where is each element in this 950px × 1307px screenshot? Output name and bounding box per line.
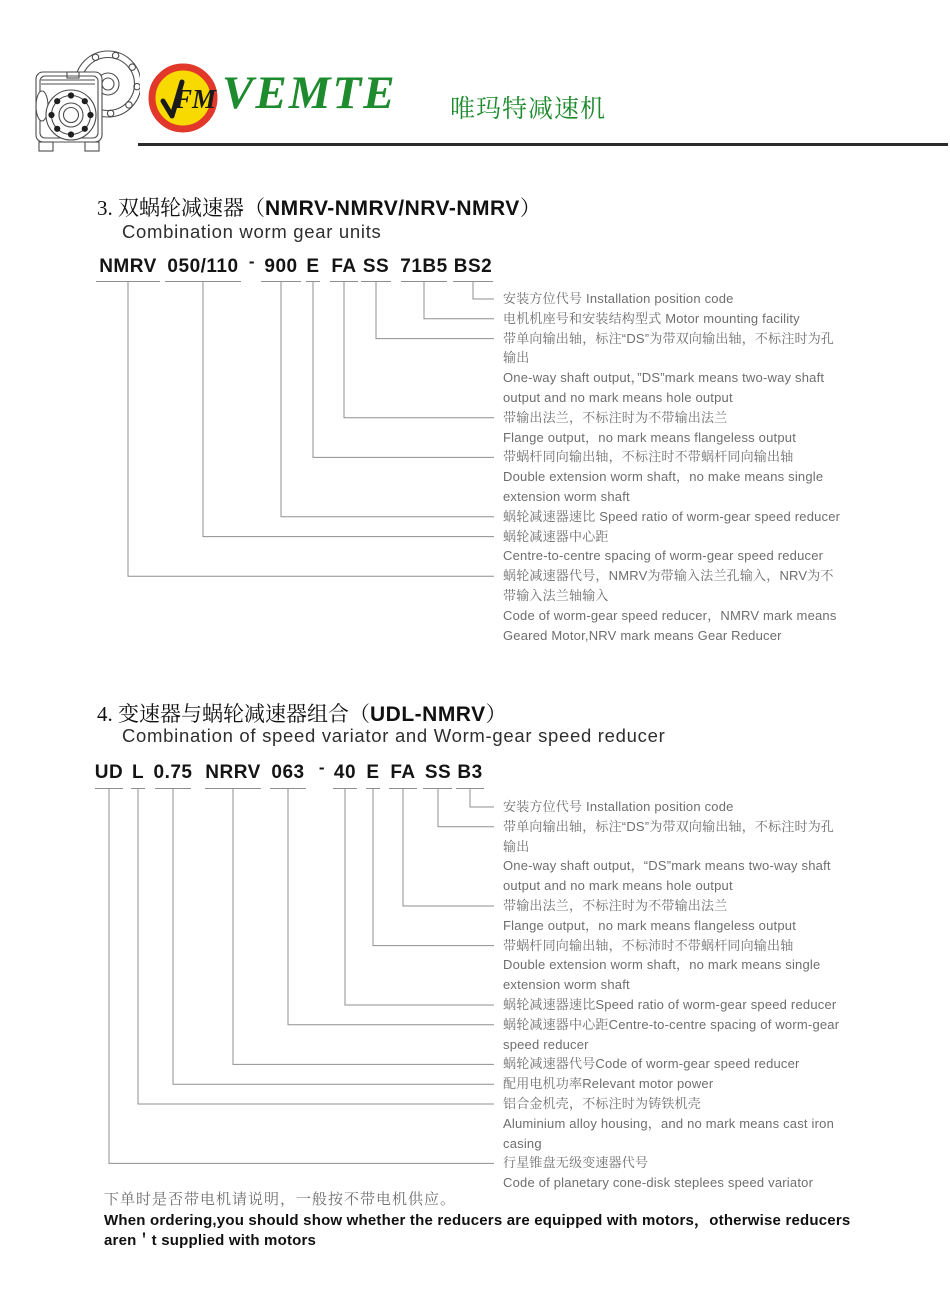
annotation-line: speed reducer [503,1036,589,1052]
annotation-line: Aluminium alloy housing，and no mark means cast iron [503,1115,835,1131]
code-segment-dash: - [248,252,256,271]
code-segment: NRRV [205,762,261,783]
annotation-line: 输出 [503,838,530,854]
code-segment: UD [94,762,124,783]
annotation-line: 带单向输出轴，标注“DS”为带双向输出轴，不标注时为孔 [503,818,835,834]
code-segment: FA [331,256,357,277]
code-segment: 71B5 [400,256,448,277]
annotation-line: Code of planetary cone-disk steplees speed variator [503,1175,814,1191]
annotation-line: 蜗轮减速器中心距 [503,528,609,544]
section4-leaders [109,789,494,1164]
brand-name-chinese: 唯玛特减速机 [450,95,607,123]
logo-monogram: FM [174,84,217,114]
annotation-line: 蜗轮减速器中心距Centre-to-centre spacing of worm-gear [503,1016,840,1032]
code-segment: BS2 [453,256,493,277]
code-segment: L [131,762,145,783]
annotation-line: 蜗轮减速器速比Speed ratio of worm-gear speed reducer [503,996,837,1012]
annotation-line: 带蜗杆同向输出轴，不标沛时不带蜗杆同向输出轴 [503,937,794,953]
annotation-line: Double extension worm shaft，no mark means single [503,957,821,973]
annotation-line: Centre-to-centre spacing of worm-gear speed reducer [503,548,824,564]
annotation-line: Flange output，no mark means flangeless output [503,429,797,445]
section3-heading [97,192,541,222]
brand-name: VEMTE [222,67,397,119]
section4-heading-close: ） [485,702,507,726]
annotation-line: extension worm shaft [503,488,630,504]
section3-leaders [128,282,494,577]
annotation-line: 安装方位代号 Installation position code [503,799,734,814]
section3-heading-close: ） [519,196,541,220]
section4-heading [97,698,507,728]
code-segment: SS [362,256,390,277]
annotation-line: Geared Motor,NRV mark means Gear Reducer [503,627,782,643]
annotation-line: 电机机座号和安装结构型式 Motor mounting facility [503,310,800,326]
annotation-line: 铝合金机壳，不标注时为铸铁机壳 [503,1095,702,1111]
annotation-line: 带输入法兰轴输入 [503,587,609,603]
section3-annotations [503,289,933,645]
ordering-note-en-line2: aren＇t supplied with motors [104,1232,317,1249]
annotation-line: 行星锥盘无级变速器代号 [503,1155,649,1171]
annotation-line: output and no mark means hole output [503,389,733,405]
section4-heading-cn: 4. 变速器与蜗轮减速器组合（ [97,702,370,726]
annotation-line: 配用电机功率Relevant motor power [503,1076,714,1092]
section4-subtitle: Combination of speed variator and Worm-gear speed reducer [122,725,666,746]
annotation-line: 蜗轮减速器速比 Speed ratio of worm-gear speed reducer [503,508,841,524]
ordering-note-en [104,1211,850,1251]
annotation-line: 带输出法兰，不标注时为不带输出法兰 [503,897,728,913]
annotation-line: One-way shaft output，”DS”mark means two-way shaft [503,370,825,386]
code-segment: 0.75 [153,762,193,783]
code-segment: 063 [271,762,305,783]
annotation-line: casing [503,1135,542,1151]
annotation-line: Flange output，no mark means flangeless output [503,917,797,933]
ordering-note-cn: 下单时是否带电机请说明，一般按不带电机供应。 [104,1191,457,1208]
annotation-line: 蜗轮减速器代号，NMRV为带输入法兰孔输入，NRV为不 [503,568,834,584]
code-segment: NMRV [99,256,157,277]
code-segment: 900 [264,256,298,277]
section3-heading-code: NMRV-NMRV/NRV-NMRV [265,197,520,220]
annotation-line: Double extension worm shaft，no make means single [503,469,824,485]
annotation-line: 蜗轮减速器代号Code of worm-gear speed reducer [503,1056,800,1072]
annotation-line: 带单向输出轴，标注“DS”为带双向输出轴，不标注时为孔 [503,330,835,346]
annotation-line: One-way shaft output，“DS”mark means two-way shaft [503,858,831,874]
code-segment: SS [424,762,452,783]
section3-subtitle: Combination worm gear units [122,221,382,242]
annotation-line: output and no mark means hole output [503,878,733,894]
annotation-line: 安装方位代号 Installation position code [503,291,734,306]
code-segment: B3 [457,762,483,783]
code-segment: E [366,762,380,783]
section3-heading-cn: 3. 双蜗轮减速器（ [97,196,265,220]
section4-annotations [503,797,933,1193]
section4-heading-code: UDL-NMRV [370,703,486,726]
code-segment-dash: - [318,758,326,777]
annotation-line: 带输出法兰，不标注时为不带输出法兰 [503,409,728,425]
annotation-line: 带蜗杆同向输出轴，不标注时不带蜗杆同向输出轴 [503,449,794,465]
annotation-line: extension worm shaft [503,977,630,993]
annotation-line: Code of worm-gear speed reducer，NMRV mark means [503,607,837,623]
ordering-note-en-line1: When ordering,you should show whether the reducers are equipped with motors，otherwise reducers [104,1212,851,1229]
code-segment: FA [390,762,416,783]
code-segment: 050/110 [167,256,239,277]
annotation-line: 输出 [503,350,530,366]
code-segment: 40 [333,762,357,783]
code-segment: E [306,256,320,277]
